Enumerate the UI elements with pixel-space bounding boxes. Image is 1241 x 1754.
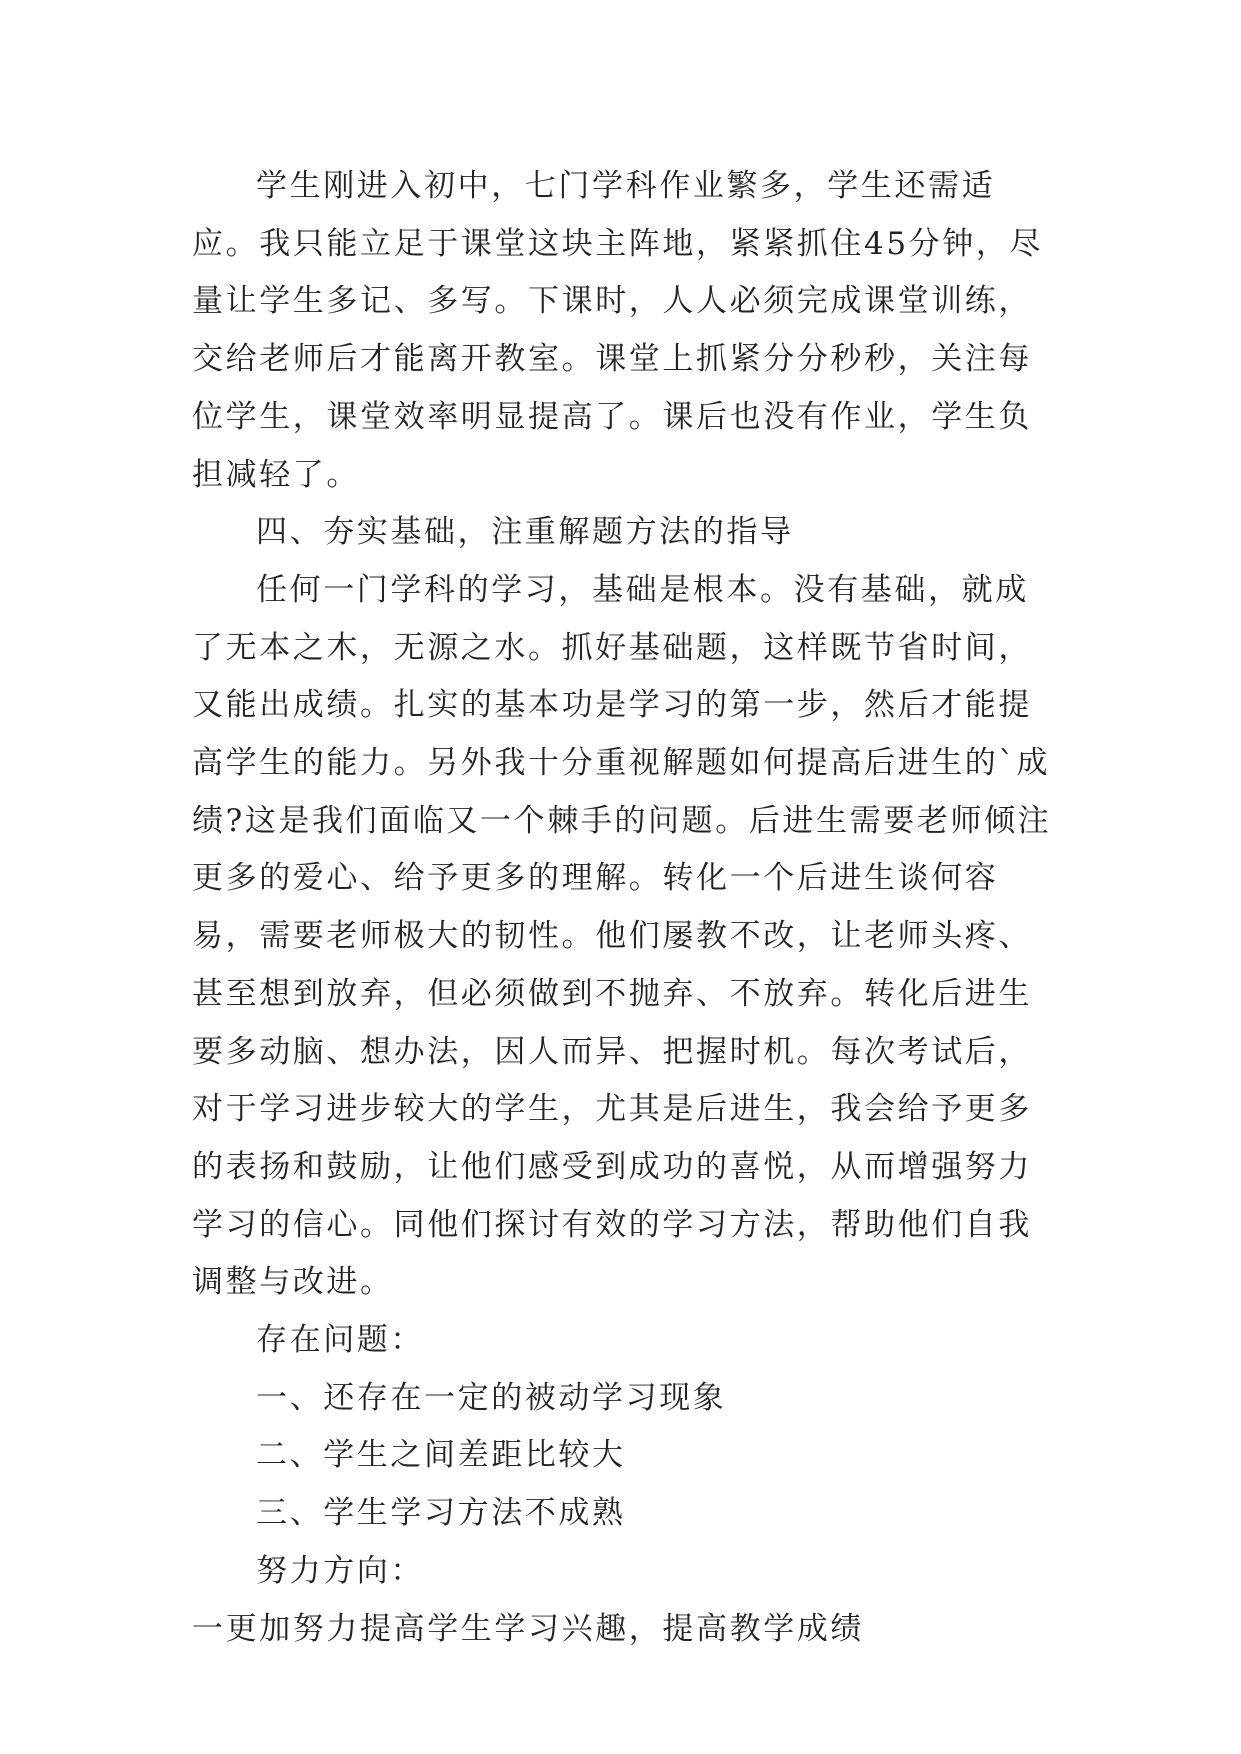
problem-item-2: 二、学生之间差距比较大 — [256, 1437, 626, 1474]
problems-heading: 存在问题： — [256, 1322, 424, 1359]
problem-item-1: 一、还存在一定的被动学习现象 — [256, 1379, 727, 1416]
problem-item-3: 三、学生学习方法不成熟 — [256, 1495, 626, 1532]
paragraph-classroom-efficiency: 学生刚进入初中，七门学科作业繁多，学生还需适应。我只能立足于课堂这块主阵地，紧紧抓住45分钟，尽量让学生多记、多写。下课时，人人必须完成课堂训练，交给老师后才能离开教室。课堂上抓紧分分秒秒，关注每位学生，课堂效率明显提高了。课后也没有作业，学生负担减轻了。 — [192, 168, 1044, 493]
direction-heading: 努力方向： — [256, 1552, 424, 1589]
paragraph-foundation-and-struggling-students: 任何一门学科的学习，基础是根本。没有基础，就成了无本之木，无源之水。抓好基础题，这样既节省时间，又能出成绩。扎实的基本功是学习的第一步，然后才能提高学生的能力。另外我十分重视解题如何提高后进生的`成绩?这是我们面临又一个棘手的问题。后进生需要老师倾注更多的爱心、给予更多的理解。转化一个后进生谈何容易，需要老师极大的韧性。他们屡教不改，让老师头疼、甚至想到放弃，但必须做到不抛弃、不放弃。转化后进生要多动脑、想办法，因人而异、把握时机。每次考试后，对于学习进步较大的学生，尤其是后进生，我会给予更多的表扬和鼓励，让他们感受到成功的喜悦，从而增强努力学习的信心。同他们探讨有效的学习方法，帮助他们自我调整与改进。 — [192, 571, 1052, 1301]
document-body — [192, 158, 1062, 1658]
section-heading-foundation: 四、夯实基础，注重解题方法的指导 — [256, 514, 794, 551]
direction-item-1: 一更加努力提高学生学习兴趣，提高教学成绩 — [192, 1610, 864, 1647]
